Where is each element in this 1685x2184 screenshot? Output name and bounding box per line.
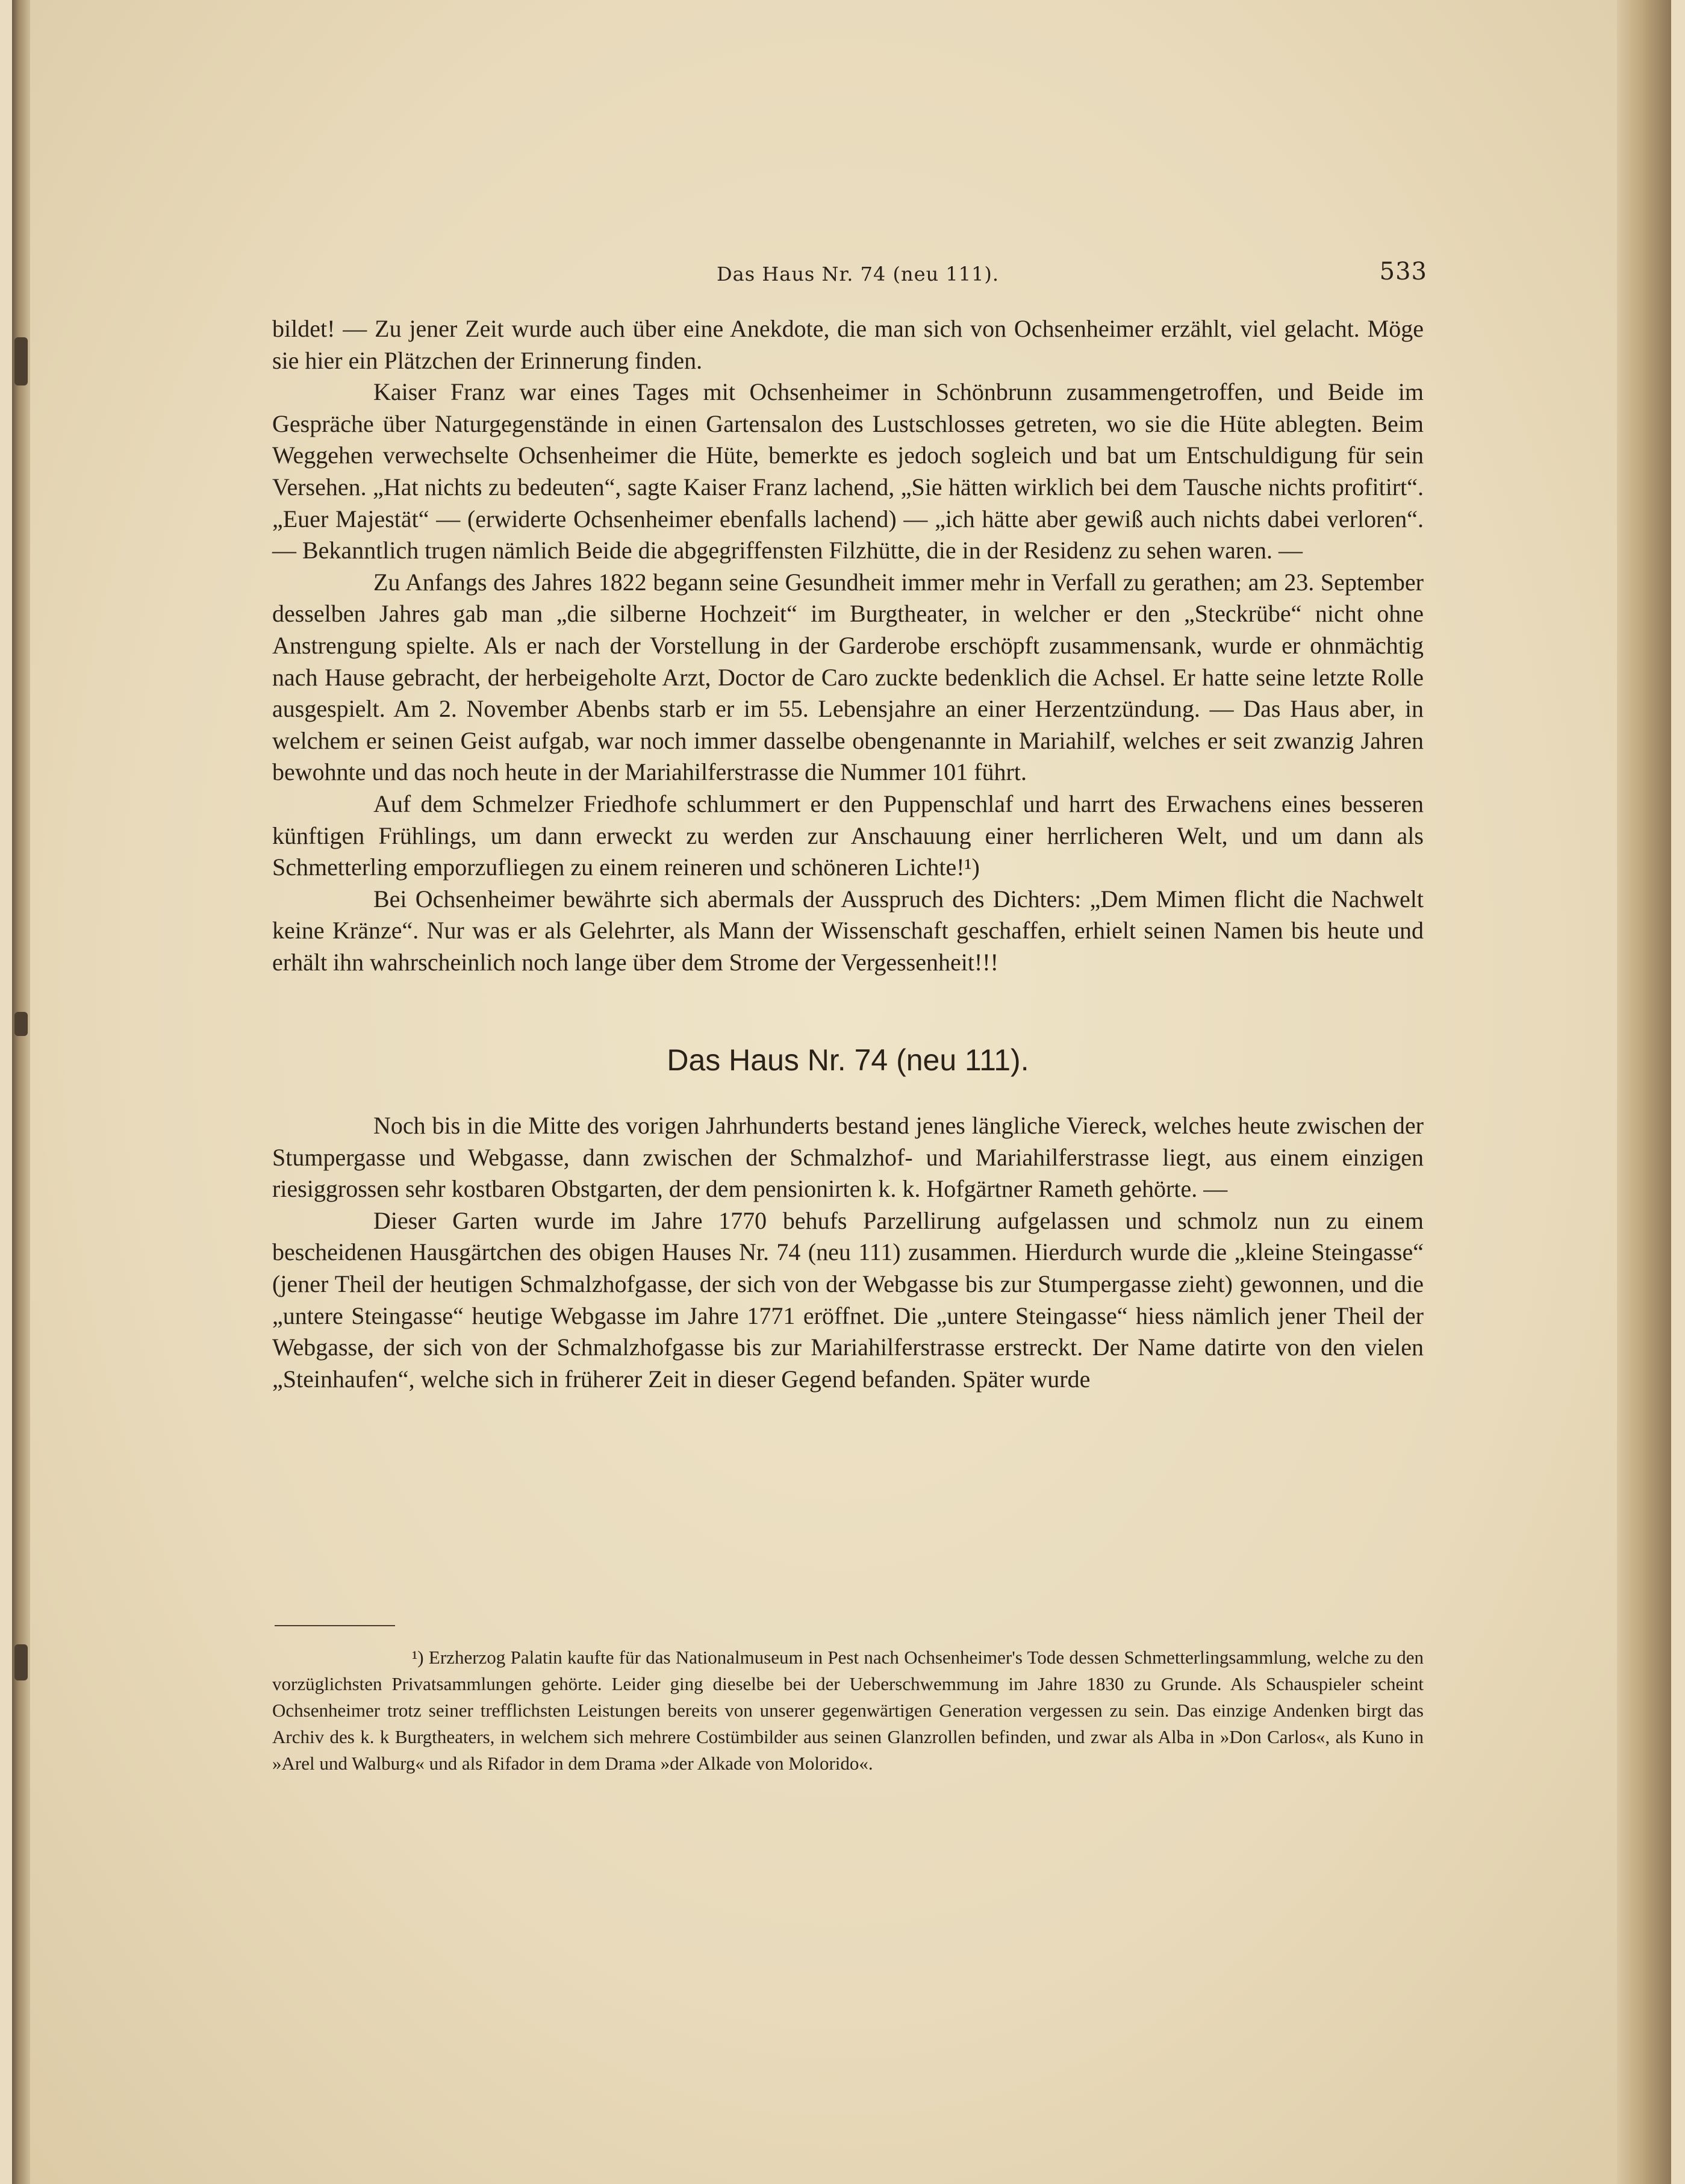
- paragraph: Dieser Garten wurde im Jahre 1770 behufs Parzellirung aufgelassen und schmolz nun zu einem bescheidenen Hausgärtchen des obigen Hauses Nr. 74 (neu 111) zusammen. Hierdurch wurde die „kleine Steingasse“ (jener Theil der heutigen Schmalzhofgasse, der sich von der Webgasse bis zur Stumpergasse zieht) gewonnen, und die „untere Steingasse“ heutige Webgasse im Jahre 1771 eröffnet. Die „untere Steingasse“ hiess nämlich jener Theil der Webgasse, der sich von der Schmalzhofgasse bis zur Mariahilferstrasse erstreckt. Der Name datirte von den vielen „Steinhaufen“, welche sich in früherer Zeit in dieser Gegend befanden. Später wurde: [272, 1206, 1424, 1393]
- paragraph: Bei Ochsenheimer bewährte sich abermals der Ausspruch des Dichters: „Dem Mimen flicht die Nachwelt keine Kränze“. Nur was er als Gelehrter, als Mann der Wissenschaft geschaffen, erhielt seinen Namen bis heute und erhält ihn wahrscheinlich noch lange über dem Strome der Vergessenheit!!!: [272, 885, 1424, 976]
- paragraph: Kaiser Franz war eines Tages mit Ochsenheimer in Schönbrunn zusammengetroffen, und Beide im Gespräche über Naturgegenstände in einen Gartensalon des Lustschlosses getreten, wo sie die Hüte ablegten. Beim Weggehen verwechselte Ochsenheimer die Hüte, bemerkte es jedoch sogleich und bat um Entschuldigung für sein Versehen. „Hat nichts zu bedeuten“, sagte Kaiser Franz lachend, „Sie hätten wirklich bei dem Tausche nichts profitirt“. „Euer Majestät“ — (erwiderte Ochsenheimer ebenfalls lachend) — „ich hätte aber gewiß auch nichts dabei verloren“. — Bekanntlich trugen nämlich Beide die abgegriffensten Filzhütte, die in der Residenz zu sehen waren. —: [272, 378, 1424, 564]
- book-page: [12, 0, 1671, 2184]
- binding-clasp: [14, 1012, 28, 1036]
- paragraph: bildet! — Zu jener Zeit wurde auch über eine Anekdote, die man sich von Ochsenheimer erzählt, viel gelacht. Möge sie hier ein Plätzchen der Erinnerung finden.: [272, 315, 1424, 374]
- book-binding-edge: [12, 0, 30, 2184]
- binding-clasp: [14, 1644, 28, 1680]
- page-number: 533: [1379, 258, 1427, 285]
- footnote: [272, 1644, 1424, 1777]
- section-heading: Das Haus Nr. 74 (neu 111).: [667, 1043, 1029, 1078]
- paragraph: Noch bis in die Mitte des vorigen Jahrhunderts bestand jenes längliche Viereck, welches heute zwischen der Stumpergasse und Webgasse, dann zwischen der Schmalzhof- und Mariahilferstrasse liegt, aus einem einzigen riesiggrossen sehr kostbaren Obstgarten, der dem pensionirten k. k. Hofgärtner Rameth gehörte. —: [272, 1112, 1424, 1203]
- footnote-text: ¹) Erzherzog Palatin kaufte für das Nationalmuseum in Pest nach Ochsenheimer's Tode dessen Schmetterlingsammlung, welche zu den vorzüglichsten Privatsammlungen gehörte. Leider ging dieselbe bei der Ueberschwemmung im Jahre 1830 zu Grunde. Als Schauspieler scheint Ochsenheimer trotz seiner trefflichsten Leistungen bereits von unserer gegenwärtigen Generation vergessen zu sein. Das einzige Andenken birgt das Archiv des k. k Burgtheaters, in welchem sich mehrere Costümbilder aus seinen Glanzrollen befinden, und zwar als Alba in »Don Carlos«, als Kuno in »Arel und Walburg« und als Rifador in dem Drama »der Alkade von Molorido«.: [272, 1647, 1424, 1774]
- paragraph: Zu Anfangs des Jahres 1822 begann seine Gesundheit immer mehr in Verfall zu gerathen; am 23. September desselben Jahres gab man „die silberne Hochzeit“ im Burgtheater, in welcher er den „Steckrübe“ nicht ohne Anstrengung spielte. Als er nach der Vorstellung in der Garderobe erschöpft zusammensank, wurde er ohnmächtig nach Hause gebracht, der herbeigeholte Arzt, Doctor de Caro zuckte bedenklich die Achsel. Er hatte seine letzte Rolle ausgespielt. Am 2. November Abenbs starb er im 55. Lebensjahre an einer Herzentzündung. — Das Haus aber, in welchem er seinen Geist aufgab, war noch immer dasselbe obengenannte in Mariahilf, welches er seit zwanzig Jahren bewohnte und das noch heute in der Mariahilferstrasse die Nummer 101 führt.: [272, 568, 1424, 786]
- page-stack-edge: [1617, 0, 1671, 2184]
- footnote-rule: [275, 1625, 395, 1626]
- binding-clasp: [14, 337, 28, 385]
- running-head-title: Das Haus Nr. 74 (neu 111).: [717, 263, 1000, 285]
- paragraph: Auf dem Schmelzer Friedhofe schlummert er den Puppenschlaf und harrt des Erwachens eines besseren künftigen Frühlings, um dann erweckt zu werden zur Anschauung einer herrlicheren Welt, und um dann als Schmetterling emporzufliegen zu einem reineren und schöneren Lichte!¹): [272, 790, 1424, 881]
- main-text: [272, 313, 1424, 1395]
